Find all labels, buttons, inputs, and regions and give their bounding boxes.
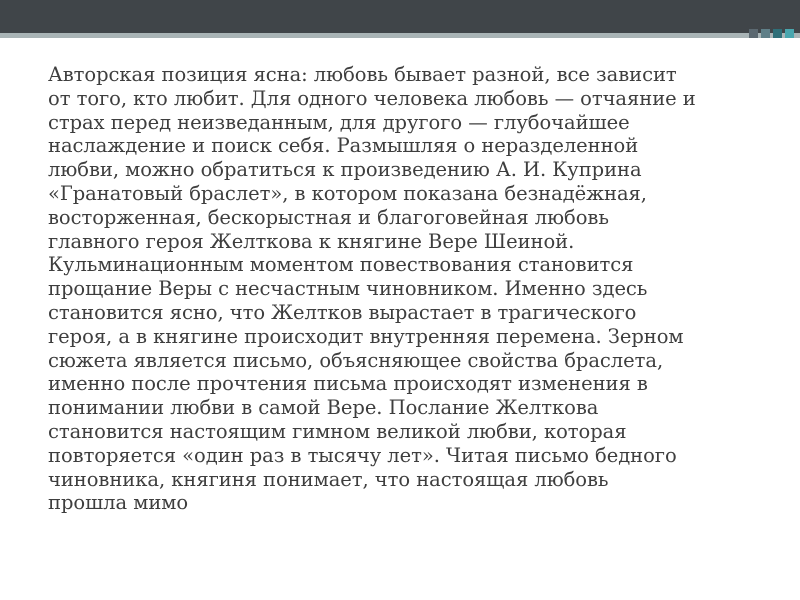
decorative-square bbox=[761, 29, 770, 38]
text-line: героя, а в княгине происходит внутренняя перемена. Зерном bbox=[48, 324, 684, 348]
decorative-square bbox=[749, 29, 758, 38]
text-line: любви, можно обратиться к произведению А. И. Куприна bbox=[48, 158, 642, 182]
text-line: прошла мимо bbox=[48, 491, 189, 515]
text-line: становится настоящим гимном великой любви, которая bbox=[48, 419, 627, 443]
text-line: «Гранатовый браслет», в котором показана безнадёжная, bbox=[48, 181, 647, 205]
slide-accent-strip bbox=[0, 33, 800, 38]
text-line: повторяется «один раз в тысячу лет». Читая письмо бедного bbox=[48, 443, 677, 467]
text-line: страх перед неизведанным, для другого — глубочайшее bbox=[48, 110, 630, 134]
text-line: понимании любви в самой Вере. Послание Желткова bbox=[48, 396, 599, 420]
decorative-square bbox=[785, 29, 794, 38]
text-line: чиновника, княгиня понимает, что настоящая любовь bbox=[48, 467, 609, 491]
slide-content bbox=[48, 63, 748, 515]
text-line: становится ясно, что Желтков вырастает в трагического bbox=[48, 300, 637, 324]
text-line: главного героя Желткова к княгине Вере Шеиной. bbox=[48, 229, 575, 253]
text-line: сюжета является письмо, объясняющее свойства браслета, bbox=[48, 348, 664, 372]
text-line: наслаждение и поиск себя. Размышляя о неразделенной bbox=[48, 134, 639, 158]
text-line: от того, кто любит. Для одного человека любовь — отчаяние и bbox=[48, 86, 696, 110]
slide-header-bar bbox=[0, 0, 800, 33]
text-line: Кульминационным моментом повествования становится bbox=[48, 253, 634, 277]
text-line: восторженная, бескорыстная и благоговейная любовь bbox=[48, 205, 609, 229]
text-line: прощание Веры с несчастным чиновником. Именно здесь bbox=[48, 277, 648, 301]
decorative-squares bbox=[749, 29, 794, 38]
decorative-square bbox=[773, 29, 782, 38]
body-paragraph bbox=[48, 63, 748, 515]
text-line: Авторская позиция ясна: любовь бывает разной, все зависит bbox=[48, 63, 677, 86]
text-line: именно после прочтения письма происходят изменения в bbox=[48, 372, 648, 396]
